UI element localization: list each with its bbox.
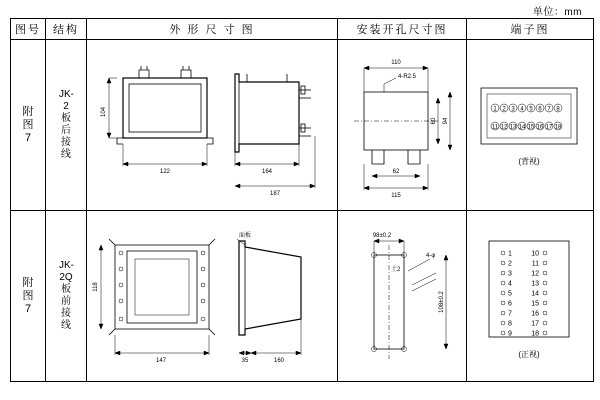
svg-text:2: 2 <box>508 260 512 268</box>
outline-svg-jk2 <box>87 40 335 208</box>
dim-hole-110: 110 <box>391 60 401 66</box>
dim-height-104: 104 <box>101 106 107 118</box>
svg-text:17: 17 <box>531 320 539 328</box>
dimension-table <box>10 18 594 382</box>
figure-no-text-1: 附图7 <box>22 105 34 144</box>
dim-hole-115: 115 <box>391 193 401 199</box>
svg-text:10: 10 <box>531 250 539 258</box>
terminal-drawing-cell-2 <box>467 211 594 382</box>
table-row <box>11 40 594 211</box>
svg-text:7: 7 <box>547 106 551 113</box>
table-header-row <box>11 19 594 40</box>
svg-text:4: 4 <box>508 280 512 288</box>
svg-text:16: 16 <box>536 124 544 131</box>
dim-side-35: 35 <box>241 358 249 364</box>
svg-text:11: 11 <box>531 260 539 268</box>
svg-text:8: 8 <box>556 106 560 113</box>
dim-width-147: 147 <box>155 358 167 364</box>
svg-text:2: 2 <box>502 106 506 113</box>
dim-hole-94: 94 <box>443 117 449 125</box>
svg-text:12: 12 <box>531 270 539 278</box>
svg-text:14: 14 <box>531 290 539 298</box>
svg-text:8: 8 <box>508 320 512 328</box>
svg-text:9: 9 <box>508 330 512 338</box>
dim-hole-60: 60 <box>431 117 437 125</box>
svg-text:7: 7 <box>508 310 512 318</box>
panel-label: 面板 <box>239 233 252 239</box>
outline-drawing-cell-2 <box>87 211 338 382</box>
terminal-caption-1: (背视) <box>518 157 540 166</box>
dim-hole-62: 62 <box>392 169 400 175</box>
structure-text-2: JK-2Q 板前接线 <box>59 260 74 331</box>
header-terminal-drawing: 端子图 <box>467 19 594 40</box>
svg-text:12: 12 <box>500 124 508 131</box>
svg-text:6: 6 <box>538 106 542 113</box>
svg-text:5: 5 <box>508 290 512 298</box>
svg-text:15: 15 <box>527 124 535 131</box>
dim-overall-187: 187 <box>269 191 281 197</box>
dim-height-118: 118 <box>93 282 99 292</box>
svg-text:14: 14 <box>518 124 526 131</box>
table-row <box>11 211 594 382</box>
structure-text-1: JK-2 板后接线 <box>59 89 74 160</box>
figure-no-text-2: 附图7 <box>22 276 34 315</box>
svg-text:13: 13 <box>509 124 517 131</box>
header-outline-drawing: 外 形 尺 寸 图 <box>87 19 338 40</box>
svg-text:11: 11 <box>491 124 499 131</box>
outline-drawing-cell-1 <box>87 40 338 211</box>
dim-width-122: 122 <box>159 169 171 175</box>
unit-note: 单位：mm <box>532 7 582 18</box>
terminal-row-top <box>491 104 562 113</box>
svg-text:3: 3 <box>508 270 512 278</box>
svg-text:4: 4 <box>520 106 524 113</box>
figure-no-cell-2 <box>11 211 46 382</box>
svg-text:5: 5 <box>529 106 533 113</box>
terminal-svg-jk2q <box>467 211 591 379</box>
svg-text:3: 3 <box>511 106 515 113</box>
header-structure: 结构 <box>46 19 87 40</box>
dim-side-160: 160 <box>273 358 285 364</box>
svg-text:18: 18 <box>531 330 539 338</box>
terminal-caption-2: (正视) <box>518 350 540 359</box>
header-figure-no: 图号 <box>11 19 46 40</box>
hole-drawing-cell-1 <box>338 40 467 211</box>
svg-text:15: 15 <box>531 300 539 308</box>
dim-screw-r25: 4-R2.5 <box>398 74 417 80</box>
outline-svg-jk2q <box>87 211 335 379</box>
terminal-right-column <box>531 251 547 338</box>
dim-side-164: 164 <box>261 169 273 175</box>
hole-svg-jk2q <box>338 211 464 379</box>
svg-text:13: 13 <box>531 280 539 288</box>
header-mounting-hole-drawing: 安装开孔尺寸图 <box>338 19 467 40</box>
svg-text:18: 18 <box>554 124 562 131</box>
terminal-row-bottom <box>491 122 562 131</box>
svg-text:16: 16 <box>531 310 539 318</box>
structure-cell-1 <box>46 40 87 211</box>
dim-hole-108: 108±0.2 <box>439 291 445 313</box>
hole-svg-jk2 <box>338 40 464 208</box>
terminal-left-column <box>501 251 512 338</box>
svg-text:17: 17 <box>545 124 553 131</box>
figure-no-cell-1 <box>11 40 46 211</box>
svg-text:1: 1 <box>508 250 512 258</box>
svg-text:1: 1 <box>493 106 497 113</box>
dim-hole-center: 土2 <box>391 267 401 273</box>
terminal-svg-jk2 <box>467 40 591 208</box>
terminal-drawing-cell-1 <box>467 40 594 211</box>
dim-hole-screw: 4-φ <box>426 253 436 259</box>
hole-drawing-cell-2 <box>338 211 467 382</box>
dim-hole-98: 98±0.2 <box>372 233 392 239</box>
structure-cell-2 <box>46 211 87 382</box>
svg-text:6: 6 <box>508 300 512 308</box>
